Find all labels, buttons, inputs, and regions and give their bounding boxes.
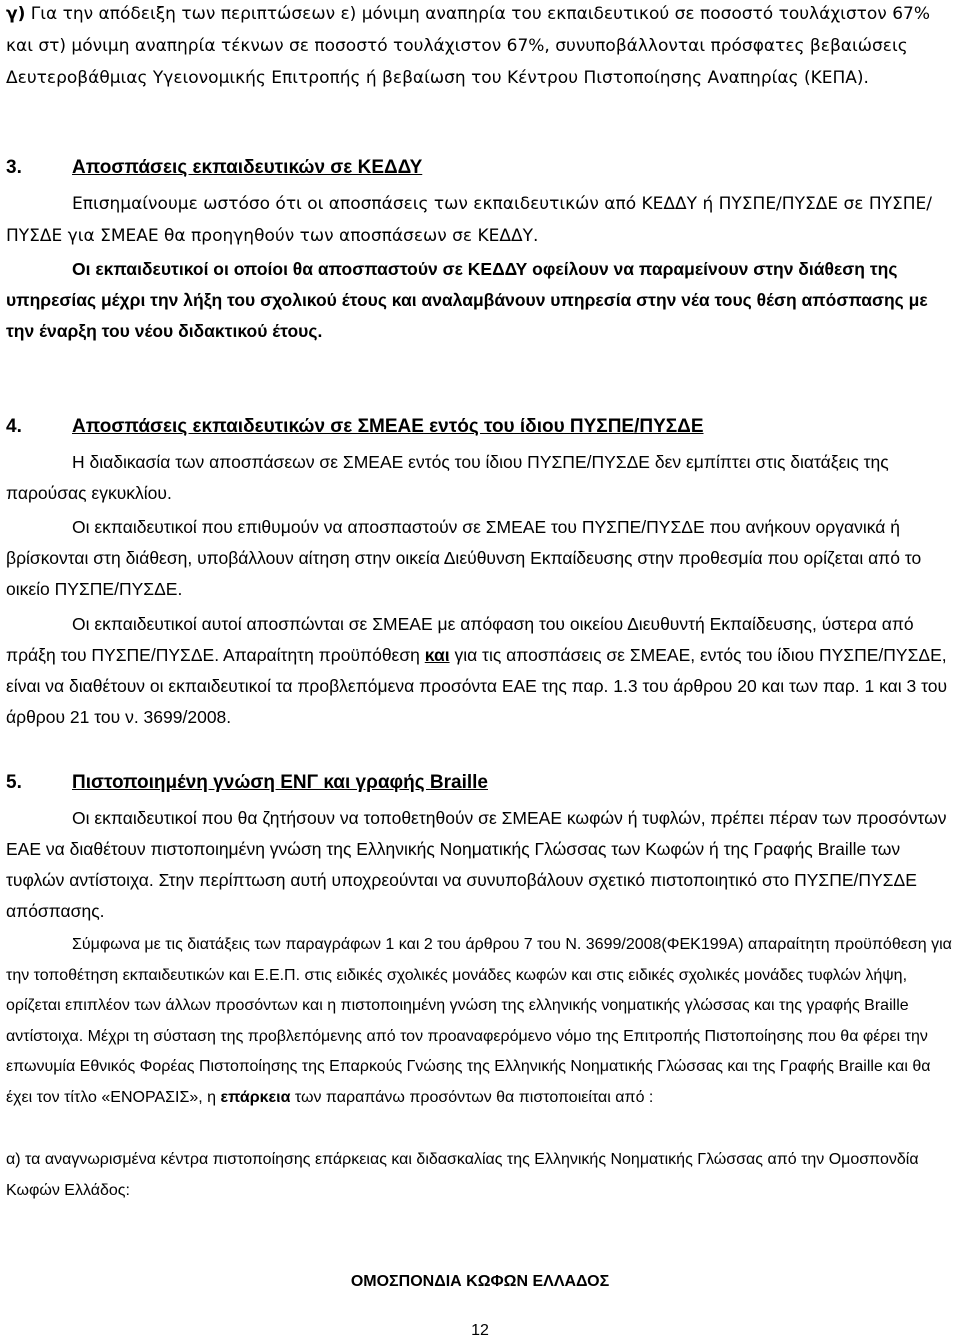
section-5-paragraph-1: Οι εκπαιδευτικοί που θα ζητήσουν να τοποθετηθούν σε ΣΜΕΑΕ κωφών ή τυφλών, πρέπει πέραν των προσόντων ΕΑΕ να διαθέτουν πιστοποιημένη γνώση της Ελληνικής Νοηματικής Γλώσσας των Κωφών ή της Γραφής Braille των τυφλών αντίστοιχα. Στην περίπτωση αυτή υποχρεούνται να συνυποβάλουν σχετικό πιστοποιητικό στο ΠΥΣΠΕ/ΠΥΣΔΕ απόσπασης. — [6, 808, 947, 921]
footer-organization: ΟΜΟΣΠΟΝΔΙΑ ΚΩΦΩΝ ΕΛΛΑΔΟΣ — [350, 1273, 610, 1290]
paragraph-gamma — [6, 0, 952, 94]
section-3-title: Αποσπάσεις εκπαιδευτικών σε ΚΕΔΔΥ — [72, 157, 423, 178]
section-4-paragraph-3: Οι εκπαιδευτικοί αυτοί αποσπώνται σε ΣΜΕΑΕ με απόφαση του οικείου Διευθυντή Εκπαίδευσης, ύστερα από πράξη του ΠΥΣΠΕ/ΠΥΣΔΕ. Απαραίτητη προϋπόθεση και για τις αποσπάσεις σε ΣΜΕΑΕ, εντός του ίδιου ΠΥΣΠΕ/ΠΥΣΔΕ, είναι να διαθέτουν οι εκπαιδευτικοί τα προβλεπόμενα προσόντα ΕΑΕ της παρ. 1.3 του άρθρου 20 και των παρ. 1 και 3 του άρθρου 21 του ν. 3699/2008. — [6, 614, 948, 727]
section-3-paragraph-2: Οι εκπαιδευτικοί οι οποίοι θα αποσπαστούν σε ΚΕΔΔΥ οφείλουν να παραμείνουν στην διάθεση της υπηρεσίας μέχρι την λήξη του σχολικού έτους και αναλαμβάνουν υπηρεσία στην νέα τους θέση απόσπασης με την έναρξη του νέου διδακτικού έτους. — [6, 259, 928, 341]
section-4-number: 4. — [6, 416, 22, 437]
section-3-number: 3. — [6, 157, 22, 178]
section-4-heading — [6, 416, 704, 438]
paragraph-gamma-text: Για την απόδειξη των περιπτώσεων ε) μόνιμη αναπηρία του εκπαιδευτικού σε ποσοστό τουλάχιστον 67% και στ) μόνιμη αναπηρία τέκνων σε ποσοστό τουλάχιστον 67%, συνυποβάλλονται πρόσφατες βεβαιώσεις Δευτεροβάθμιας Υγειονομικής Επιτροπής ή βεβαίωση του Κέντρου Πιστοποίησης Αναπηρίας (ΚΕΠΑ). — [6, 4, 930, 88]
section-3-heading — [6, 157, 422, 179]
section-5-number: 5. — [6, 772, 22, 793]
emphasis-eparkeia: επάρκεια — [220, 1088, 291, 1106]
section-3-paragraph-1: Επισημαίνουμε ωστόσο ότι οι αποσπάσεις των εκπαιδευτικών από ΚΕΔΔΥ ή ΠΥΣΠΕ/ΠΥΣΔΕ σε ΠΥΣΠΕ/ΠΥΣΔΕ για ΣΜΕΑΕ θα προηγηθούν των αποσπάσεων σε ΚΕΔΔΥ. — [6, 194, 932, 246]
section-5-paragraph-2: Σύμφωνα με τις διατάξεις των παραγράφων 1 και 2 του άρθρου 7 του Ν. 3699/2008(ΦΕΚ199Α) απαραίτητη προϋπόθεση για την τοποθέτηση εκπαιδευτικών και Ε.Ε.Π. στις ειδικές σχολικές μονάδες κωφών και στις ειδικές σχολικές μονάδες τυφλών λήψη, ορίζεται επιπλέον των άλλων προσόντων και η πιστοποιημένη γνώση της ελληνικής νοηματικής γλώσσας και της γραφής Braille αντίστοιχα. Μέχρι τη σύσταση της προβλεπόμενης από τον προαναφερόμενο νόμο της Επιτροπής Πιστοποίησης που θα φέρει την επωνυμία Εθνικός Φορέας Πιστοποίησης της Επαρκούς Γνώσης της Ελληνικής Νοηματικής Γλώσσας και της Γραφής Braille και θα έχει τον τίτλο «ΕΝΟΡΑΣΙΣ», η επάρκεια των παραπάνω προσόντων θα πιστοποιείται από : — [6, 936, 952, 1106]
section-4-paragraph-1: Η διαδικασία των αποσπάσεων σε ΣΜΕΑΕ εντός του ίδιου ΠΥΣΠΕ/ΠΥΣΔΕ δεν εμπίπτει στις διατάξεις της παρούσας εγκυκλίου. — [6, 452, 889, 503]
section-5-paragraph-3: α) τα αναγνωρισμένα κέντρα πιστοποίησης επάρκειας και διδασκαλίας της Ελληνικής Νοηματικής Γλώσσας από την Ομοσπονδία Κωφών Ελλάδος: — [6, 1151, 919, 1199]
section-4-title: Αποσπάσεις εκπαιδευτικών σε ΣΜΕΑΕ εντός του ίδιου ΠΥΣΠΕ/ΠΥΣΔΕ — [72, 416, 704, 437]
section-4-paragraph-2: Οι εκπαιδευτικοί που επιθυμούν να αποσπαστούν σε ΣΜΕΑΕ του ΠΥΣΠΕ/ΠΥΣΔΕ που ανήκουν οργανικά ή βρίσκονται στη διάθεση, υποβάλλουν αίτηση στην οικεία Διεύθυνση Εκπαίδευσης στην προθεσμία που ορίζεται από το οικείο ΠΥΣΠΕ/ΠΥΣΔΕ. — [6, 517, 922, 599]
paragraph-gamma-prefix: γ) — [6, 4, 26, 24]
emphasis-kai: και — [424, 645, 450, 665]
section-5-heading — [6, 772, 488, 794]
section-5-title: Πιστοποιημένη γνώση ΕΝΓ και γραφής Braille — [72, 772, 488, 793]
page-number: 12 — [471, 1322, 489, 1339]
